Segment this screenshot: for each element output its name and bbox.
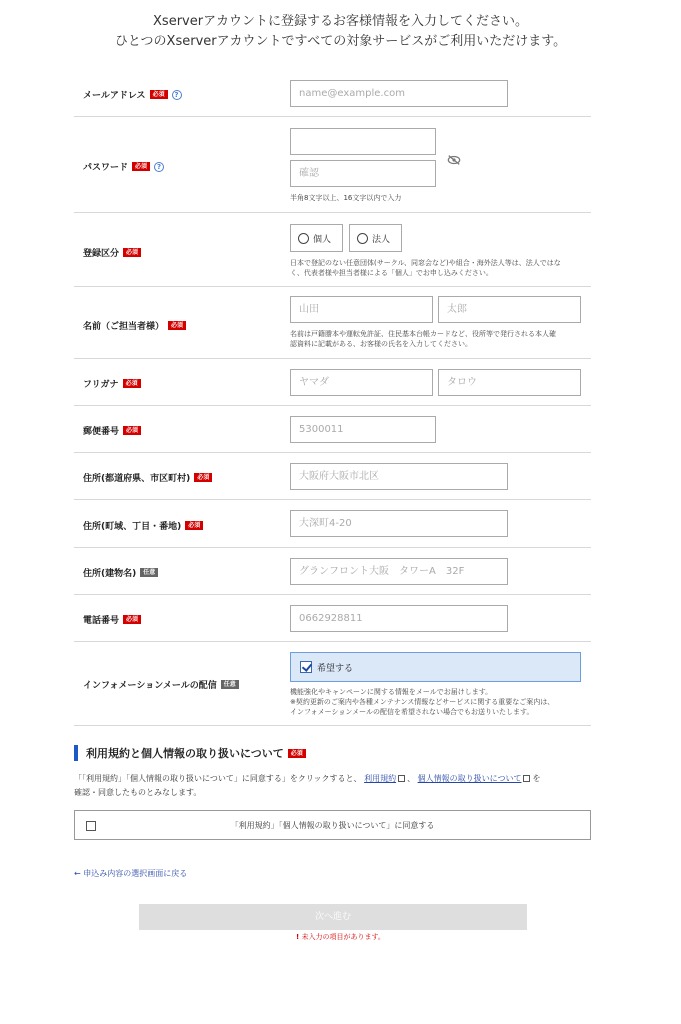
privacy-policy-link[interactable]: 個人情報の取り扱いについて	[417, 774, 522, 783]
prefecture-city-input[interactable]: 大阪府大阪市北区	[290, 463, 508, 490]
newsletter-note-line-1: 機能強化やキャンペーンに関する情報をメールでお届けします。	[290, 688, 493, 696]
heading-accent-bar	[74, 745, 78, 761]
error-message: 未入力の項目があります。	[301, 933, 385, 941]
email-label: メールアドレス	[83, 91, 146, 101]
postal-code-input[interactable]: 5300011	[290, 416, 436, 443]
postal-label-group	[83, 424, 141, 437]
next-button[interactable]: 次へ進む	[139, 904, 527, 930]
required-badge: 必須	[123, 426, 141, 435]
row-category	[74, 213, 591, 287]
row-email	[74, 69, 591, 117]
newsletter-note	[290, 687, 590, 717]
row-newsletter	[74, 642, 591, 726]
last-name-kana-input[interactable]: ヤマダ	[290, 369, 433, 396]
building-name-input[interactable]: グランフロント大阪 タワーA 32F	[290, 558, 508, 585]
last-name-input[interactable]: 山田	[290, 296, 433, 323]
required-badge: 必須	[123, 615, 141, 624]
newsletter-label-group	[83, 678, 239, 691]
town-street-input[interactable]: 大深町4-20	[290, 510, 508, 537]
error-icon: !	[296, 933, 300, 941]
checkmark-icon	[300, 661, 312, 673]
category-note	[290, 258, 590, 278]
row-address-1	[74, 453, 591, 500]
radio-individual-label: 個人	[313, 234, 332, 245]
row-address-2	[74, 500, 591, 548]
kana-label: フリガナ	[83, 380, 119, 390]
terms-text-prefix: 「「利用規約」「個人情報の取り扱いについて」に同意する」をクリックすると、	[74, 774, 362, 783]
name-label: 名前（ご担当者様）	[83, 322, 165, 332]
password-confirm-input[interactable]: 確認	[290, 160, 436, 187]
newsletter-note-line-2: ※契約更新のご案内や各種メンテナンス情報などサービスに関する重要なご案内は、	[290, 698, 555, 706]
row-name	[74, 287, 591, 359]
external-link-icon	[523, 775, 530, 782]
email-input[interactable]: name@example.com	[290, 80, 508, 107]
required-badge: 必須	[150, 90, 168, 99]
phone-label: 電話番号	[83, 616, 120, 626]
row-postal	[74, 406, 591, 453]
password-input[interactable]	[290, 128, 436, 155]
first-name-input[interactable]: 太郎	[438, 296, 581, 323]
address3-label-group	[83, 566, 158, 579]
validation-error	[0, 932, 681, 942]
radio-corporate-label: 法人	[372, 234, 391, 245]
terms-description-line-2: 確認・同意したものとみなします。	[74, 788, 202, 797]
terms-description-line-1	[74, 772, 594, 786]
address2-label: 住所(町域、丁目・番地)	[83, 522, 182, 532]
newsletter-label: インフォメーションメールの配信	[83, 681, 217, 691]
phone-label-group	[83, 613, 141, 626]
back-link[interactable]: ← 申込み内容の選択画面に戻る	[74, 869, 188, 878]
terms-description	[74, 772, 594, 800]
row-address-3	[74, 548, 591, 595]
intro-line-1: Xserverアカウントに登録するお客様情報を入力してください。	[153, 14, 528, 29]
first-name-kana-input[interactable]: タロウ	[438, 369, 581, 396]
help-icon[interactable]: ?	[172, 90, 182, 100]
newsletter-opt-in-label: 希望する	[317, 663, 354, 674]
terms-heading	[74, 745, 306, 761]
required-badge: 必須	[185, 521, 203, 530]
terms-text-suffix: を	[532, 774, 541, 783]
required-badge: 必須	[123, 379, 141, 388]
address3-label: 住所(建物名)	[83, 569, 137, 579]
category-label: 登録区分	[83, 249, 120, 259]
password-label-group	[83, 160, 164, 173]
optional-badge: 任意	[221, 680, 239, 689]
name-label-group	[83, 319, 186, 332]
intro-line-2: ひとつのXserverアカウントですべての対象サービスがご利用いただけます。	[114, 34, 567, 49]
newsletter-opt-in-checkbox[interactable]	[290, 652, 581, 682]
category-note-line-1: 日本で登記のない任意団体(サークル、同窓会など)や組合・海外法人等は、法人ではな	[290, 259, 561, 267]
external-link-icon	[398, 775, 405, 782]
row-password	[74, 117, 591, 213]
name-note-line-2: 認資料に記載がある、お客様の氏名を入力してください。	[290, 340, 472, 348]
help-icon[interactable]: ?	[154, 162, 164, 172]
row-kana	[74, 359, 591, 406]
intro-text	[0, 12, 681, 52]
address1-label-group	[83, 471, 212, 484]
optional-badge: 任意	[140, 568, 158, 577]
radio-corporate[interactable]	[349, 224, 402, 252]
terms-agree-label: 「利用規約」「個人情報の取り扱いについて」に同意する	[230, 820, 435, 830]
row-phone	[74, 595, 591, 642]
terms-agree-checkbox[interactable]	[74, 810, 591, 840]
required-badge: 必須	[132, 162, 150, 171]
terms-title: 利用規約と個人情報の取り扱いについて	[86, 747, 284, 760]
name-note-line-1: 名前は戸籍謄本や運転免許証、住民基本台帳カードなど、役所等で発行される本人確	[290, 330, 556, 338]
email-label-group	[83, 88, 182, 101]
phone-input[interactable]: 0662928811	[290, 605, 508, 632]
address1-label: 住所(都道府県、市区町村)	[83, 474, 191, 484]
eye-slash-icon[interactable]	[447, 155, 461, 165]
required-badge: 必須	[168, 321, 186, 330]
name-note	[290, 329, 590, 349]
required-badge: 必須	[123, 248, 141, 257]
required-badge: 必須	[194, 473, 212, 482]
terms-separator: 、	[407, 774, 416, 783]
registration-form	[74, 69, 591, 726]
radio-circle-icon	[357, 233, 368, 244]
radio-individual[interactable]	[290, 224, 343, 252]
postal-label: 郵便番号	[83, 427, 120, 437]
category-label-group	[83, 246, 141, 259]
checkbox-icon	[86, 821, 96, 831]
newsletter-note-line-3: インフォメーションメールの配信を希望されない場合でもお送りいたします。	[290, 708, 534, 716]
terms-of-service-link[interactable]: 利用規約	[364, 774, 397, 783]
required-badge: 必須	[288, 749, 306, 758]
password-note: 半角8文字以上、16文字以内で入力	[290, 194, 402, 202]
radio-circle-icon	[298, 233, 309, 244]
password-label: パスワード	[83, 163, 129, 173]
category-note-line-2: く、代表者様や担当者様による「個人」でお申し込みください。	[290, 269, 493, 277]
kana-label-group	[83, 377, 141, 390]
address2-label-group	[83, 519, 203, 532]
